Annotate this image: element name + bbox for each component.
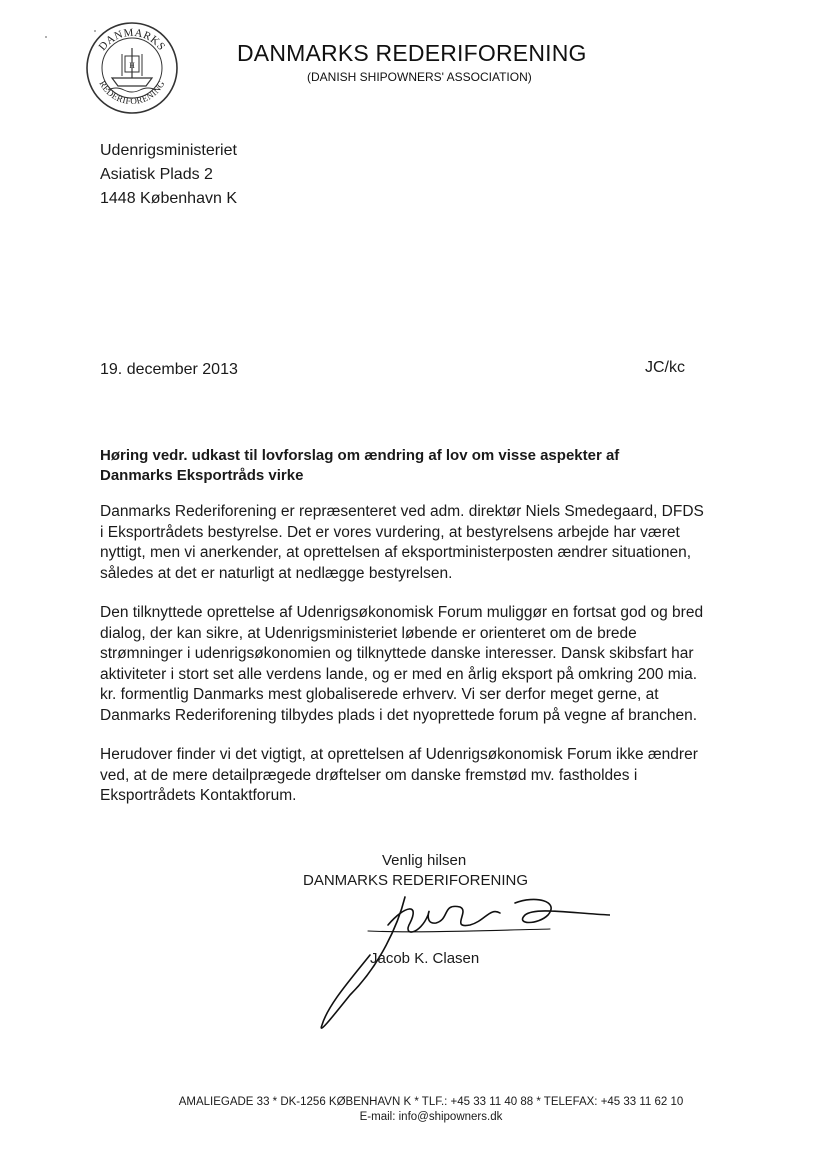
letter-date: 19. december 2013 [100,361,238,378]
body-line: Danmarks Rederiforening tilbydes plads i det nyoprettede forum på vegne af branchen. [100,706,698,724]
body-paragraph [100,603,760,726]
body-line: Herudover finder vi det vigtigt, at oprettelsen af Udenrigsøkonomisk Forum ikke ændrer [100,746,698,763]
subject-line: Danmarks Eksportråds virke [100,467,304,484]
footer-address: AMALIEGADE 33 * DK-1256 KØBENHAVN K * TLF.: +45 33 11 40 88 * TELEFAX: +45 33 11 62 10 [178,1096,684,1108]
subject-line: Høring vedr. udkast til lovforslag om ændring af lov om visse aspekter af [100,447,620,464]
body-line: Danmarks Rederiforening er repræsenteret ved adm. direktør Niels Smedegaard, DFDS [100,503,704,520]
recipient-line: Asiatisk Plads 2 [100,166,213,183]
body-line: aktiviteter i stort set alle verdens lande, og er med en årlig eksport på omkring 200 mia. [100,665,698,683]
organization-subtitle: (DANISH SHIPOWNERS' ASSOCIATION) [307,70,532,84]
body-line: Den tilknyttede oprettelse af Udenrigsøkonomisk Forum muliggør en fortsat god og bred [100,604,704,621]
body-line: Eksportrådets Kontaktforum. [100,787,297,804]
body-paragraph [100,745,760,807]
recipient-address [100,139,237,211]
reference-initials: JC/kc [645,359,685,376]
seal-text-top: DANMARKS [96,26,168,54]
body-line: strømninger i udenrigsøkonomien og tilknyttede danske interesser. Dansk skibsfart har [100,645,694,662]
seal-text-bottom: REDERIFORENING [97,78,167,107]
body-line: således at det er naturligt at nedlægge bestyrelsen. [100,564,453,582]
signer-name: Jacob K. Clasen [370,950,480,967]
body-line: i Eksportrådets bestyrelse. Det er vores vurdering, at bestyrelsens arbejde har været [100,523,680,541]
association-seal-logo [84,20,180,116]
scan-speck [45,36,47,38]
body-paragraph [100,502,760,584]
closing-organization: DANMARKS REDERIFORENING [303,872,529,889]
organization-name: DANMARKS REDERIFORENING [237,40,587,66]
footer-email: E-mail: info@shipowners.dk [359,1111,503,1123]
letter-body [100,502,760,826]
body-line: kr. formentlig Danmarks mest globaliserede erhverv. Vi ser derfor meget gerne, at [100,686,659,703]
recipient-line: Udenrigsministeriet [100,142,237,159]
closing-greeting: Venlig hilsen [382,852,467,869]
body-line: nyttigt, men vi anerkender, at oprettelsen af eksportministerposten ændrer situationen, [100,544,692,561]
body-line: dialog, der kan sikre, at Udenrigsministeriet løbende er orienteret om de brede [100,624,637,642]
letter-subject [100,446,740,486]
svg-text:H: H [129,61,135,70]
body-line: ved, at de mere detailprægede drøftelser om danske fremstød mv. fastholdes i [100,766,638,784]
recipient-line: 1448 København K [100,190,237,207]
